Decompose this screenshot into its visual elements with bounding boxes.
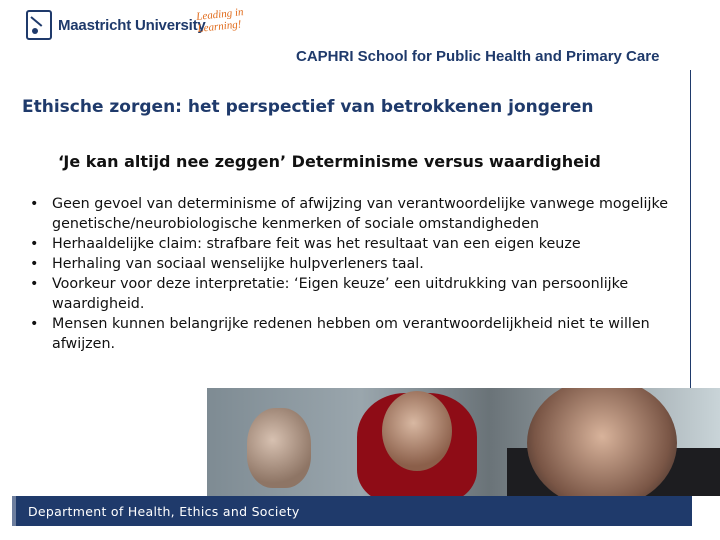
person-right (527, 388, 677, 496)
bullet-item (30, 274, 685, 314)
bullet-item (30, 234, 685, 254)
bullet-item (30, 194, 685, 234)
bullet-text: Herhaaldelijke claim: strafbare feit was het resultaat van een eigen keuze (52, 236, 581, 252)
bullet-marker: • (30, 256, 39, 272)
vertical-divider (690, 70, 691, 390)
footer-bar (12, 496, 692, 526)
bullet-item (30, 314, 685, 354)
bullet-marker: • (30, 276, 39, 292)
person-middle (357, 393, 477, 496)
slide-subtitle: ‘Je kan altijd nee zeggen’ Determinisme versus waardigheid (58, 152, 601, 171)
bullet-text: Herhaling van sociaal wenselijke hulpverleners taal. (52, 256, 424, 272)
university-name: Maastricht University (58, 16, 206, 34)
bullet-marker: • (30, 316, 39, 332)
bullet-list (30, 194, 685, 354)
person-left (247, 408, 311, 488)
bullet-text: Geen gevoel van determinisme of afwijzing van verantwoordelijke vanwege mogelijke genetische/neurobiologische kenmerken of sociale omstandigheden (52, 196, 669, 232)
school-name: CAPHRI School for Public Health and Primary Care (296, 48, 660, 65)
university-logo (26, 10, 206, 40)
slide-title: Ethische zorgen: het perspectief van betrokkenen jongeren (22, 97, 594, 117)
um-logo-icon (26, 10, 52, 40)
bullet-text: Mensen kunnen belangrijke redenen hebben om verantwoordelijkheid niet te willen afwijzen. (52, 316, 650, 352)
bullet-marker: • (30, 236, 39, 252)
bullet-text: Voorkeur voor deze interpretatie: ‘Eigen keuze’ een uitdrukking van persoonlijke waardigheid. (52, 276, 629, 312)
bullet-item (30, 254, 685, 274)
tagline: Leading in Learning! (195, 6, 245, 35)
footer-department: Department of Health, Ethics and Society (28, 504, 300, 519)
bullet-marker: • (30, 196, 39, 212)
youth-photo (207, 388, 720, 496)
